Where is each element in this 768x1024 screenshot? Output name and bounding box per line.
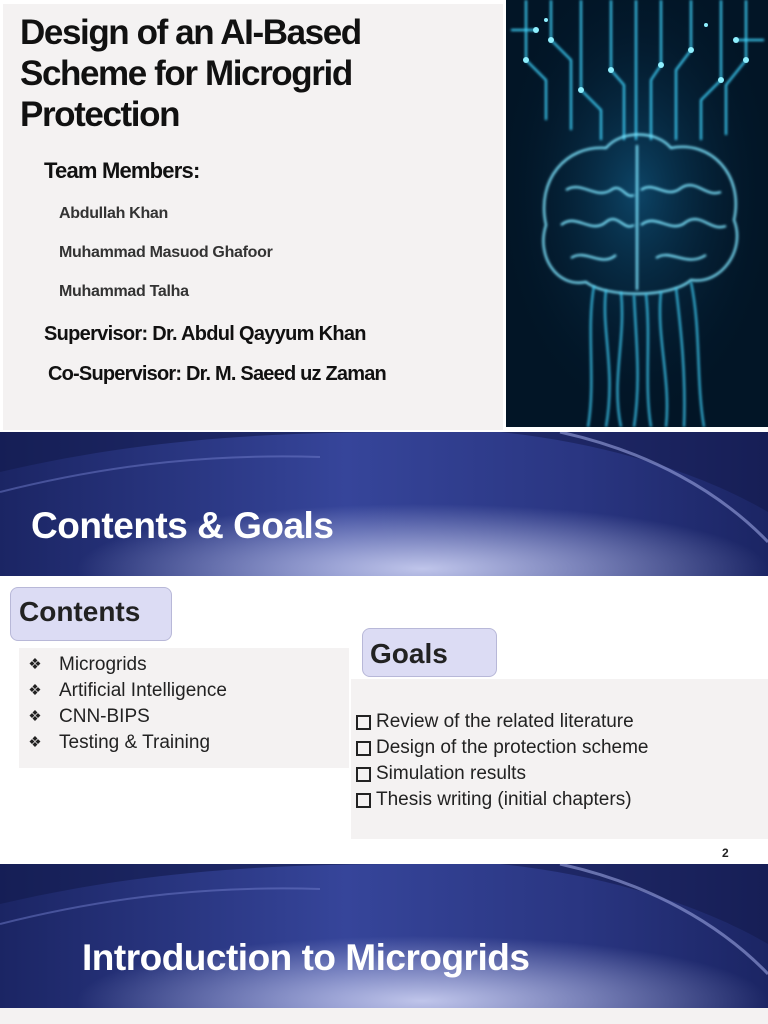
brain-circuit-illustration	[506, 0, 768, 427]
square-bullet-icon	[356, 767, 371, 782]
list-item	[356, 787, 649, 813]
contents-goals-slide	[0, 576, 768, 864]
square-bullet-icon	[356, 793, 371, 808]
list-item-label: Microgrids	[59, 654, 147, 675]
diamond-bullet-icon: ❖	[28, 734, 42, 751]
diamond-bullet-icon: ❖	[28, 682, 42, 699]
list-item	[356, 761, 649, 787]
section-banner	[0, 432, 768, 576]
team-member: Abdullah Khan	[59, 205, 168, 222]
list-item-label: CNN-BIPS	[59, 706, 150, 727]
contents-list	[25, 652, 227, 756]
diamond-bullet-icon: ❖	[28, 708, 42, 725]
list-item-label: Thesis writing (initial chapters)	[376, 789, 632, 810]
list-item	[25, 678, 227, 704]
list-item	[25, 652, 227, 678]
list-item	[356, 735, 649, 761]
next-slide-edge	[0, 1008, 768, 1024]
square-bullet-icon	[356, 715, 371, 730]
goals-list-box	[351, 679, 768, 839]
list-item-label: Simulation results	[376, 763, 526, 784]
section-banner	[0, 864, 768, 1008]
list-item	[25, 704, 227, 730]
section-title: Introduction to Microgrids	[82, 937, 530, 978]
goals-list	[356, 709, 649, 813]
list-item-label: Design of the protection scheme	[376, 737, 649, 758]
list-item-label: Review of the related literature	[376, 711, 634, 732]
list-item-label: Testing & Training	[59, 732, 211, 753]
diamond-bullet-icon: ❖	[28, 656, 42, 673]
team-members-heading: Team Members:	[44, 158, 200, 183]
contents-list-box	[19, 648, 349, 768]
goals-heading: Goals	[362, 628, 497, 677]
presentation-title: Design of an AI-Based Scheme for Microgrid Protection	[20, 13, 361, 134]
list-item-label: Artificial Intelligence	[59, 680, 227, 701]
title-slide	[0, 0, 768, 432]
contents-heading: Contents	[10, 587, 172, 641]
team-member: Muhammad Masuod Ghafoor	[59, 244, 273, 261]
co-supervisor-line: Co-Supervisor: Dr. M. Saeed uz Zaman	[48, 363, 386, 385]
list-item	[25, 730, 227, 756]
square-bullet-icon	[356, 741, 371, 756]
supervisor-line: Supervisor: Dr. Abdul Qayyum Khan	[44, 323, 366, 345]
page-number: 2	[722, 846, 729, 860]
section-title: Contents & Goals	[31, 505, 334, 546]
list-item	[356, 709, 649, 735]
team-member: Muhammad Talha	[59, 283, 189, 300]
